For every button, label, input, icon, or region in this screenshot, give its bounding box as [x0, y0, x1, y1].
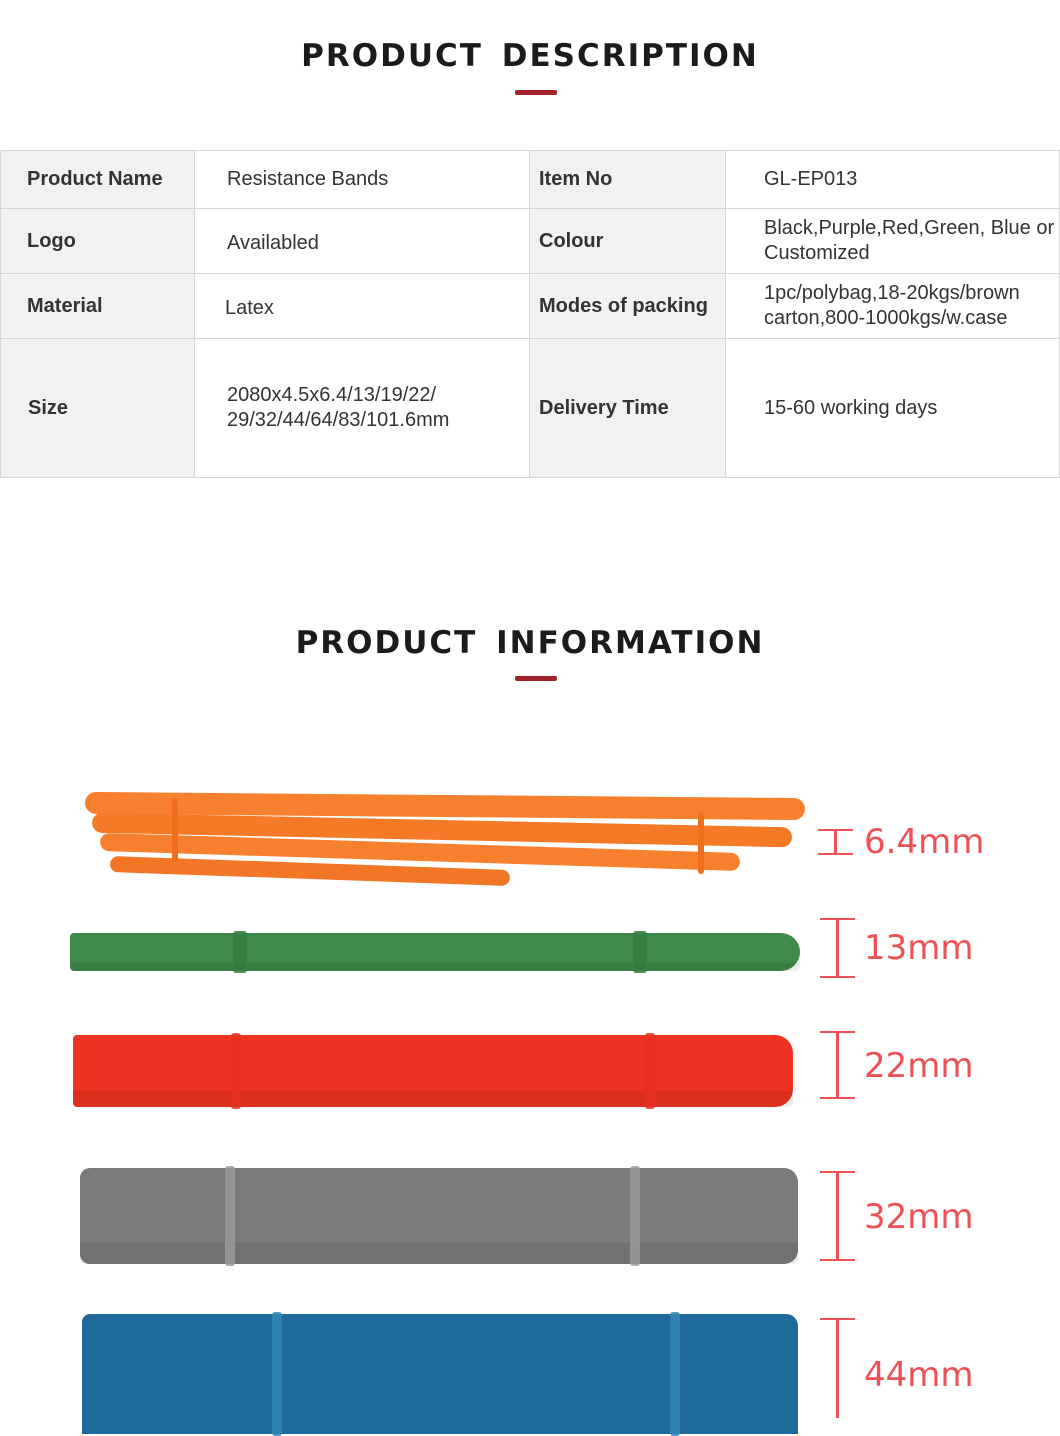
information-title-underline [515, 676, 557, 681]
band-tie [172, 798, 178, 862]
value-modes-of-packing: 1pc/polybag,18-20kgs/brown carton,800-1000kgs/w.case [726, 274, 1060, 339]
value-size: 2080x4.5x6.4/13/19/22/ 29/32/44/64/83/101.6mm [195, 339, 530, 478]
value-logo: Availabled [195, 209, 530, 274]
width-label: 32mm [864, 1197, 974, 1237]
description-title: PRODUCT DESCRIPTION [301, 38, 759, 74]
label-colour: Colour [530, 209, 726, 274]
dimension-marker [820, 1318, 855, 1418]
label-delivery-time: Delivery Time [530, 339, 726, 478]
band-blue-strip [82, 1314, 798, 1434]
spec-table [0, 150, 1060, 478]
table-row [1, 274, 1060, 339]
value-delivery-time: 15-60 working days [726, 339, 1060, 478]
table-row [1, 209, 1060, 274]
width-label: 6.4mm [864, 822, 985, 862]
table-row [1, 339, 1060, 478]
band-green-strip [70, 933, 800, 971]
band-gray-strip [80, 1168, 798, 1264]
dimension-marker [818, 829, 853, 855]
value-item-no: GL-EP013 [726, 151, 1060, 209]
table-row [1, 151, 1060, 209]
value-material: Latex [195, 274, 530, 339]
value-colour: Black,Purple,Red,Green, Blue or Customized [726, 209, 1060, 274]
label-size: Size [1, 339, 195, 478]
value-product-name: Resistance Bands [195, 151, 530, 209]
band-tie [698, 812, 704, 874]
label-material: Material [1, 274, 195, 339]
label-logo: Logo [1, 209, 195, 274]
width-label: 13mm [864, 928, 974, 968]
label-item-no: Item No [530, 151, 726, 209]
dimension-marker [820, 918, 855, 978]
band-red-strip [73, 1035, 793, 1107]
width-label: 22mm [864, 1046, 974, 1086]
information-title: PRODUCT INFORMATION [295, 625, 765, 661]
dimension-marker [820, 1031, 855, 1099]
label-modes-of-packing: Modes of packing [530, 274, 726, 339]
label-product-name: Product Name [1, 151, 195, 209]
dimension-marker [820, 1171, 855, 1261]
width-label: 44mm [864, 1355, 974, 1395]
description-title-underline [515, 90, 557, 95]
